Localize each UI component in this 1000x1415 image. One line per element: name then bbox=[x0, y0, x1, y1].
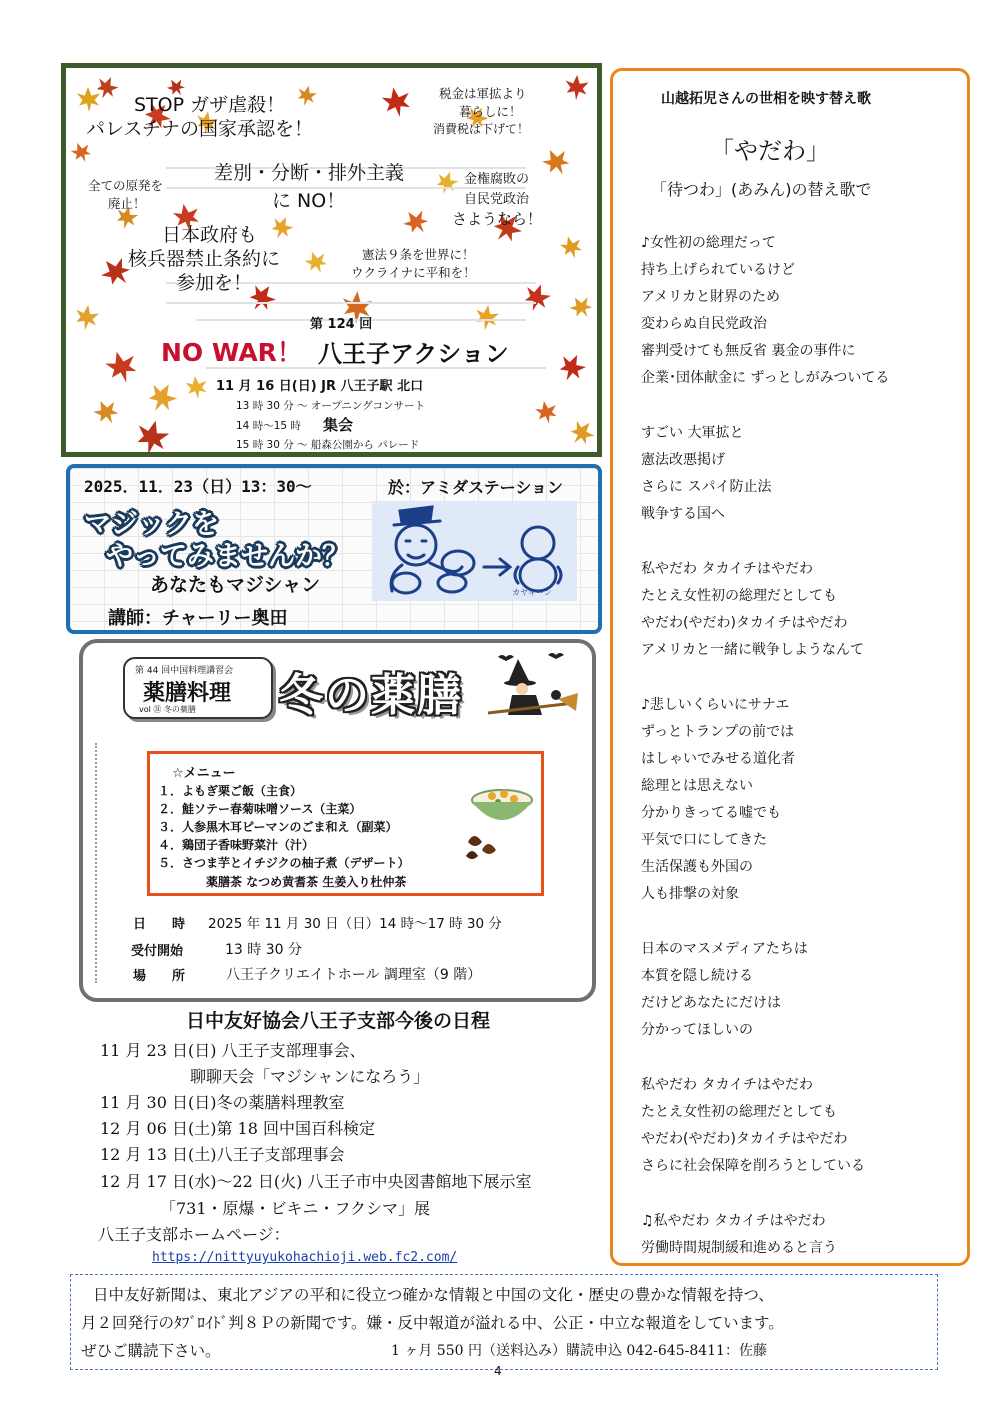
label-datetime: 日 時 bbox=[133, 917, 186, 932]
slogan-palestine: パレスチナの国家承認を！ bbox=[86, 118, 314, 140]
action-schedule-1: 13 時 30 分 ～ オープニングコンサート bbox=[236, 400, 425, 412]
menu-item: ５．さつま芋とイチジクの柚子煮（デザート） bbox=[158, 856, 410, 870]
divider bbox=[95, 743, 97, 983]
lyric-line: だけどあなたにだけは bbox=[641, 995, 781, 1011]
schedule-line: 「731・原爆・ビキニ・フクシマ」展 bbox=[160, 1199, 431, 1218]
stanza-gap bbox=[641, 392, 966, 420]
magician-sketch-icon bbox=[372, 501, 577, 601]
lyric-line: さらに社会保障を削ろうとしている bbox=[641, 1158, 865, 1174]
menu-drinks: 薬膳茶 なつめ黄耆茶 生姜入り杜仲茶 bbox=[206, 875, 407, 889]
lyric-line: ずっとトランプの前では bbox=[641, 724, 795, 740]
slogan-ldp-1: 金権腐敗の bbox=[464, 172, 530, 187]
label-reception: 受付開始 bbox=[131, 944, 184, 959]
magic-tagline: あなたもマジシャン bbox=[150, 574, 321, 596]
magician-illustration bbox=[372, 501, 577, 601]
lyric-line: ♪悲しいくらいにサナエ bbox=[641, 697, 790, 713]
lyric-line: ♪女性初の総理だって bbox=[641, 235, 776, 251]
slogan-tax-3: 消費税は下げて！ bbox=[433, 122, 530, 136]
slogan-no: に NO！ bbox=[272, 190, 346, 212]
song-title: 「やだわ」 bbox=[710, 137, 830, 165]
menu-item: ２．鮭ソテー春菊味噌ソース（主菜） bbox=[158, 802, 362, 816]
nowar-flyer bbox=[61, 63, 602, 457]
schedule-line: 12 月 06 日(土)第 18 回中国百科検定 bbox=[100, 1119, 375, 1138]
schedule-line: 11 月 23 日(日) 八王子支部理事会、 bbox=[100, 1041, 366, 1060]
magic-venue: 於：アミダステーション bbox=[388, 478, 564, 497]
lyric-line: やだわ(やだわ)タカイチはやだわ bbox=[641, 1131, 848, 1147]
lyric-line: ♫私やだわ タカイチはやだわ bbox=[641, 1213, 826, 1229]
magic-headline-1: マジックを bbox=[84, 509, 219, 540]
lyric-line: 私やだわ タカイチはやだわ bbox=[641, 1077, 814, 1093]
song-subtitle: 「待つわ」(あみん)の替え歌で bbox=[651, 180, 872, 199]
ad-subscription: 1 ヶ月 550 円（送料込み）購読申込 042-645-8411：佐藤 bbox=[391, 1343, 767, 1359]
yakuzen-badge bbox=[123, 657, 273, 719]
slogan-join: 参加を！ bbox=[176, 272, 253, 294]
stanza-gap bbox=[641, 908, 966, 936]
action-schedule-2-time: 14 時～15 時 bbox=[236, 420, 301, 432]
magic-datetime: 2025．11．23（日）13：30～ bbox=[84, 477, 312, 496]
song-header: 山越拓児さんの世相を映す替え歌 bbox=[661, 91, 871, 107]
lyric-line: 企業･団体献金に ずっとしがみついてる bbox=[641, 370, 890, 386]
menu-heading: ☆メニュー bbox=[172, 766, 236, 781]
stanza-gap bbox=[641, 1180, 966, 1208]
lyric-line: たとえ女性初の総理だとしても bbox=[641, 1104, 837, 1120]
action-title-nowar: NO WAR！ bbox=[161, 338, 302, 367]
lyric-line: 本質を隠し続ける bbox=[641, 968, 753, 984]
newspaper-ad bbox=[70, 1274, 938, 1370]
action-schedule-2-rally: 集会 bbox=[323, 416, 354, 434]
lyric-line: 審判受けても無反省 裏金の事件に bbox=[641, 343, 856, 359]
lyric-line: はしゃいでみせる道化者 bbox=[641, 751, 795, 767]
page-number: 4 bbox=[494, 1364, 502, 1378]
schedule-line: 12 月 17 日(水)～22 日(火) 八王子市中央図書館地下展示室 bbox=[100, 1172, 532, 1191]
menu-box bbox=[147, 751, 544, 896]
menu-item: １．よもぎ栗ご飯（主食） bbox=[158, 784, 303, 798]
value-place: 八王子クリエイトホール 調理室（9 階） bbox=[226, 967, 482, 983]
slogan-article9: 憲法９条を世界に！ bbox=[362, 247, 475, 262]
lyric-line bbox=[641, 1262, 966, 1266]
lyric-line: 労働時間規制緩和進めると言う bbox=[641, 1240, 837, 1256]
schedule-line: 12 月 13 日(土)八王子支部理事会 bbox=[100, 1145, 345, 1164]
lyric-line: やだわ(やだわ)タカイチはやだわ bbox=[641, 615, 848, 631]
homepage-link[interactable]: https://nittyuyukohachioji.web.fc2.com/ bbox=[152, 1250, 458, 1265]
stanza-gap bbox=[641, 664, 966, 692]
magic-headline-2: やってみませんか？ bbox=[106, 541, 349, 572]
action-edition: 第 124 回 bbox=[310, 317, 373, 332]
lyric-line: 平気で口にしてきた bbox=[641, 832, 767, 848]
lyric-line: 私やだわ タカイチはやだわ bbox=[641, 561, 814, 577]
lyric-line: さらに スパイ防止法 bbox=[641, 479, 772, 495]
lyric-line: 分かりきってる嘘でも bbox=[641, 805, 781, 821]
menu-item: ４．鶏団子香味野菜汁（汁） bbox=[158, 838, 315, 852]
slogan-ldp-3: さようなら！ bbox=[452, 210, 543, 228]
witch-on-broom-icon bbox=[478, 649, 583, 729]
parody-song-box bbox=[610, 68, 970, 1266]
yakuzen-class-box bbox=[79, 639, 596, 1002]
slogan-japan-gov: 日本政府も bbox=[162, 224, 258, 246]
label-place: 場 所 bbox=[133, 969, 186, 984]
lyric-line: 持ち上げられているけど bbox=[641, 262, 795, 278]
slogan-discrimination: 差別・分断・排外主義 bbox=[214, 162, 405, 184]
slogan-nuclear-1: 全ての原発を bbox=[88, 178, 164, 193]
magic-lecturer: 講師：チャーリー奥田 bbox=[108, 608, 288, 629]
schedule-line: 11 月 30 日(日)冬の薬膳料理教室 bbox=[100, 1093, 345, 1112]
value-reception: 13 時 30 分 bbox=[225, 942, 302, 958]
lyric-line: 日本のマスメディアたちは bbox=[641, 941, 808, 957]
lyric-line: 人も排撃の対象 bbox=[641, 886, 739, 902]
lyric-line: 変わらぬ自民党政治 bbox=[641, 316, 767, 332]
stanza-gap bbox=[641, 528, 966, 556]
ad-line-1: 日中友好新聞は、東北アジアの平和に役立つ確かな情報と中国の文化・歴史の豊かな情報を持つ、 bbox=[93, 1286, 774, 1304]
action-schedule-3: 15 時 30 分 ～ 船森公園から パレード bbox=[236, 439, 420, 451]
ad-line-3: ぜひご購読下さい。 bbox=[81, 1342, 221, 1360]
lyric-line: アメリカと一緒に戦争しようなんて bbox=[641, 642, 865, 658]
menu-item: ３．人参黒木耳ピーマンのごま和え（副菜） bbox=[158, 820, 398, 834]
action-title-hachioji: 八王子アクション bbox=[318, 340, 509, 368]
value-datetime: 2025 年 11 月 30 日（日）14 時～17 時 30 分 bbox=[208, 916, 502, 932]
lyric-line: たとえ女性初の総理だとしても bbox=[641, 588, 837, 604]
slogan-ukraine: ウクライナに平和を！ bbox=[351, 265, 476, 280]
slogan-tax-2: 暮らしに！ bbox=[459, 104, 522, 119]
magic-event-box bbox=[66, 464, 602, 634]
lyric-line: アメリカと財界のため bbox=[641, 289, 781, 305]
yakuzen-badge-sub: vol ㉛ 冬の薬膳 bbox=[139, 705, 196, 714]
stanza-gap bbox=[641, 1044, 966, 1072]
sketch-caption: カヤキーン bbox=[512, 588, 552, 597]
slogan-tax-1: 税金は軍拡より bbox=[439, 86, 527, 101]
song-lyrics bbox=[641, 230, 966, 1266]
lyric-line: 生活保護も外国の bbox=[641, 859, 753, 875]
chestnut-rice-bowl-icon bbox=[462, 778, 542, 868]
yakuzen-badge-main: 薬膳料理 bbox=[143, 681, 232, 706]
lyric-line: 戦争する国へ bbox=[641, 506, 725, 522]
yakuzen-title: 冬の薬膳 bbox=[279, 670, 463, 721]
yakuzen-badge-top: 第 44 回中国料理講習会 bbox=[135, 666, 234, 676]
slogan-treaty: 核兵器禁止条約に bbox=[128, 248, 281, 270]
lyric-line: 憲法改悪掲げ bbox=[641, 452, 725, 468]
schedule-title: 日中友好協会八王子支部今後の日程 bbox=[186, 1010, 491, 1032]
homepage-label: 八王子支部ホームページ： bbox=[98, 1225, 290, 1244]
schedule-line: 聊聊天会「マジシャンになろう」 bbox=[190, 1067, 430, 1086]
slogan-stop-gaza: STOP ガザ虐殺！ bbox=[134, 94, 286, 116]
slogan-ldp-2: 自民党政治 bbox=[464, 192, 530, 207]
lyric-line: 分かってほしいの bbox=[641, 1022, 753, 1038]
lyric-line: 総理とは思えない bbox=[641, 778, 753, 794]
lyric-line: すごい 大軍拡と bbox=[641, 425, 744, 441]
action-date-place: 11 月 16 日(日) JR 八王子駅 北口 bbox=[216, 379, 424, 394]
slogan-nuclear-2: 廃止！ bbox=[108, 196, 146, 211]
ad-line-2: 月２回発行のﾀﾌﾞﾛｲﾄﾞ判８Ｐの新聞です。嫌・反中報道が溢れる中、公正・中立な報道をしています。 bbox=[81, 1314, 784, 1332]
